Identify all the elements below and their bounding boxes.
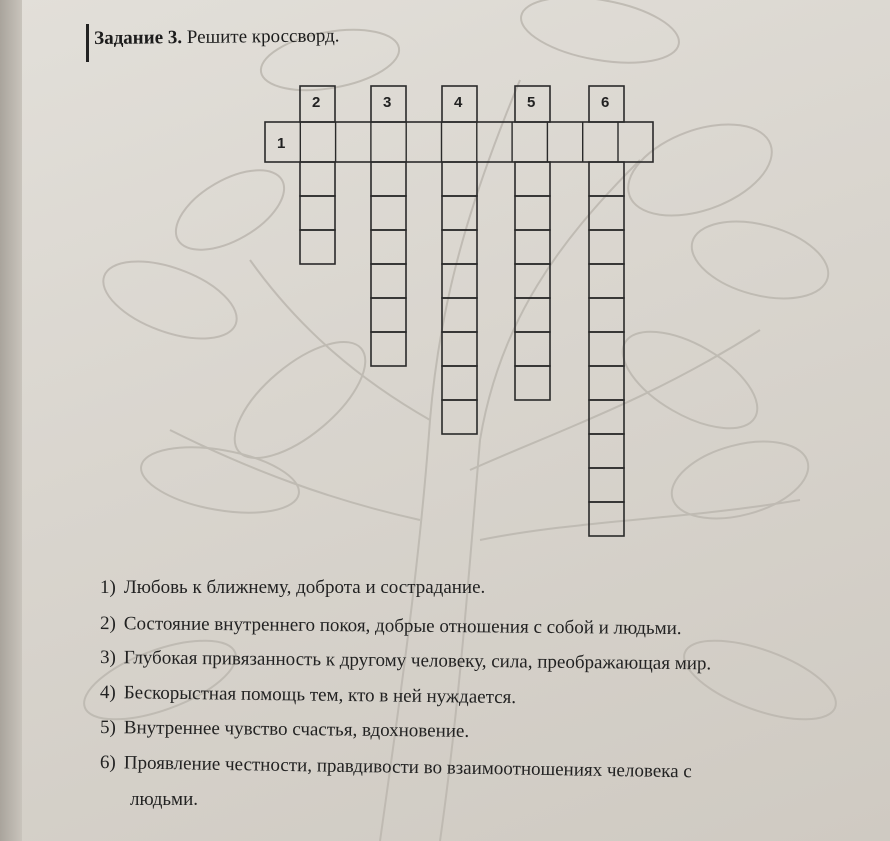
down-3-cell[interactable]	[371, 162, 406, 196]
clue-4	[100, 683, 516, 707]
clue-5	[100, 718, 469, 741]
down-5-cell[interactable]	[515, 196, 550, 230]
down-5-cell[interactable]	[515, 332, 550, 366]
down-6-cell[interactable]	[589, 196, 624, 230]
down-2-cell[interactable]	[300, 196, 335, 230]
down-5-cell[interactable]	[515, 264, 550, 298]
down-4-cell[interactable]	[442, 298, 477, 332]
clue-2	[100, 614, 682, 638]
down-6-cell[interactable]	[589, 366, 624, 400]
down-4-cell[interactable]	[442, 196, 477, 230]
down-5-cell[interactable]	[515, 298, 550, 332]
down-4-cell[interactable]	[442, 366, 477, 400]
down-2-cell[interactable]	[300, 230, 335, 264]
down-3-number: 3	[383, 94, 392, 111]
clue-number: 4)	[99, 682, 116, 704]
clue-text: людьми.	[130, 789, 198, 810]
clue-1	[100, 578, 485, 597]
down-6-cell[interactable]	[589, 332, 624, 366]
clue-number: 5)	[99, 717, 116, 739]
down-3-cell[interactable]	[371, 230, 406, 264]
down-2-number: 2	[312, 94, 321, 111]
down-6-cell[interactable]	[589, 502, 624, 536]
down-6-cell[interactable]	[589, 468, 624, 502]
across-1-row[interactable]	[265, 122, 653, 162]
down-6-cell[interactable]	[589, 298, 624, 332]
clue-text: Глубокая привязанность к другому человеку, сила, преображающая мир.	[123, 647, 712, 675]
clue-text: Внутреннее чувство счастья, вдохновение.	[123, 717, 470, 742]
task-title-bold: Задание 3.	[94, 27, 183, 49]
down-4-cell[interactable]	[442, 264, 477, 298]
down-4-cell[interactable]	[442, 332, 477, 366]
task-title-text: Решите кроссворд.	[186, 25, 340, 49]
down-5-number: 5	[527, 94, 536, 111]
down-4-cell[interactable]	[442, 400, 477, 434]
down-3-cell[interactable]	[371, 196, 406, 230]
down-6-cell[interactable]	[589, 434, 624, 468]
down-3-cell[interactable]	[371, 264, 406, 298]
clue-text: Бескорыстная помощь тем, кто в ней нуждается.	[123, 682, 517, 709]
down-5-cell[interactable]	[515, 162, 550, 196]
down-6-cell[interactable]	[589, 400, 624, 434]
down-3-cell[interactable]	[371, 332, 406, 366]
down-6-cell[interactable]	[589, 264, 624, 298]
clue-number: 3)	[99, 647, 116, 669]
clue-text: Состояние внутреннего покоя, добрые отношения с собой и людьми.	[123, 613, 682, 640]
clue-text: Проявление честности, правдивости во взаимоотношениях человека с	[123, 752, 692, 783]
down-4-cell[interactable]	[442, 162, 477, 196]
down-6-cell[interactable]	[589, 162, 624, 196]
clue-number: 1)	[100, 577, 116, 598]
clue-7	[130, 790, 198, 809]
down-6-number: 6	[601, 94, 610, 111]
down-4-cell[interactable]	[442, 230, 477, 264]
down-2-cell[interactable]	[300, 162, 335, 196]
down-5-cell[interactable]	[515, 230, 550, 264]
clue-number: 2)	[99, 613, 116, 635]
down-5-cell[interactable]	[515, 366, 550, 400]
clue-text: Любовь к ближнему, доброта и сострадание.	[123, 577, 486, 598]
down-4-number: 4	[454, 94, 463, 111]
down-3-cell[interactable]	[371, 298, 406, 332]
across-1-number: 1	[277, 135, 286, 152]
down-6-cell[interactable]	[589, 230, 624, 264]
clue-number: 6)	[99, 752, 116, 774]
